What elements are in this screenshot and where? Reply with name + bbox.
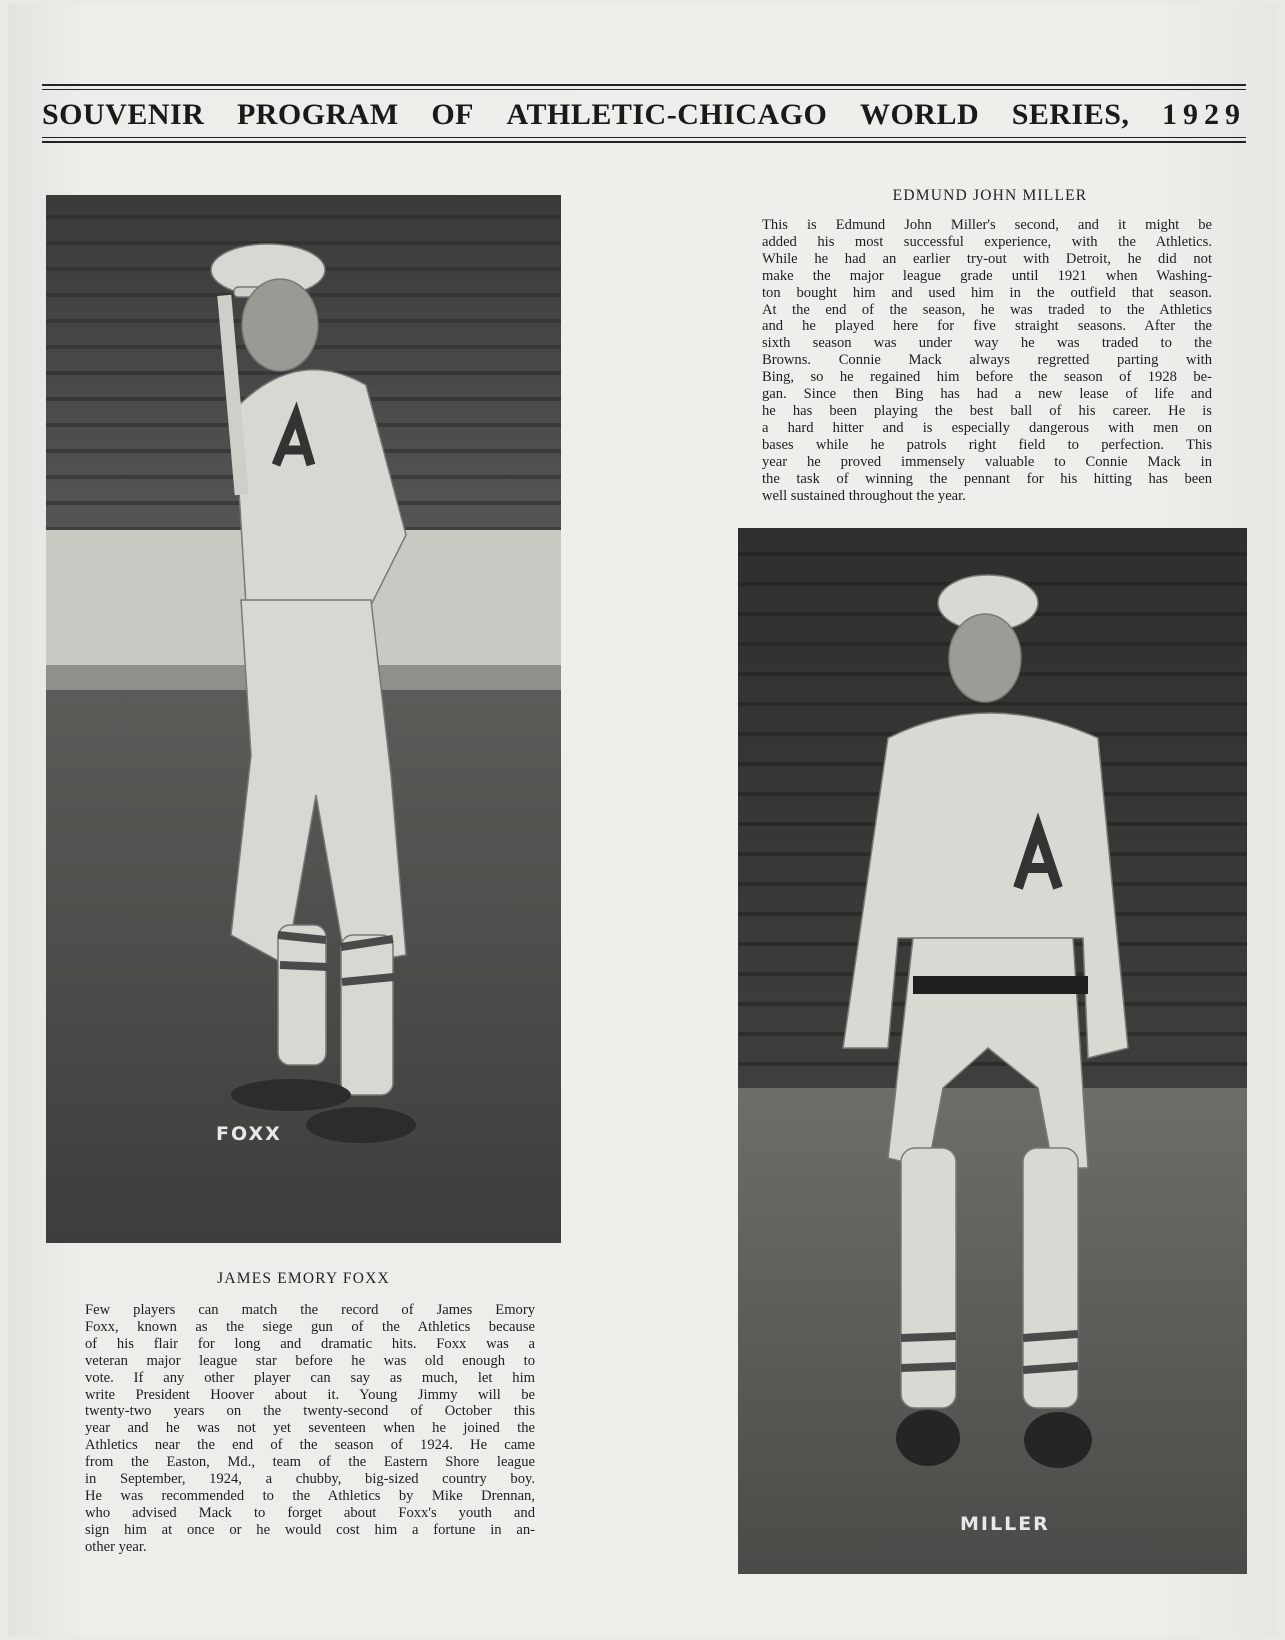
- header-word: SOUVENIR: [42, 98, 205, 131]
- bio-line: He was recommended to the Athletics by Mike Drennan,: [85, 1487, 535, 1504]
- bio-line: the task of winning the pennant for his hitting has been: [762, 470, 1212, 487]
- foxx-photo: [46, 195, 561, 1243]
- header-rule-top-thin: [42, 89, 1246, 90]
- bio-line: other year.: [85, 1538, 147, 1555]
- header-word: SERIES,: [1011, 98, 1130, 131]
- bio-line: and he played here for five straight seasons. After the: [762, 318, 1212, 335]
- bio-line: a hard hitter and is especially dangerous with men on: [762, 419, 1212, 436]
- bio-line: make the major league grade until 1921 when Washing-: [762, 267, 1212, 284]
- bio-line: Few players can match the record of James Emory: [85, 1302, 535, 1318]
- header-word: WORLD: [859, 98, 980, 131]
- bio-line: ton bought him and used him in the outfield that season.: [762, 284, 1212, 301]
- foxx-photo-image: [46, 195, 561, 1243]
- bio-line: vote. If any other player can say as much, let him: [85, 1369, 535, 1386]
- miller-bio: [762, 217, 1212, 504]
- header-word: PROGRAM: [236, 98, 399, 131]
- bio-line: write President Hoover about it. Young Jimmy will be: [85, 1386, 535, 1403]
- bio-line: At the end of the season, he was traded to the Athletics: [762, 301, 1212, 318]
- header-year: 1929: [1161, 98, 1246, 131]
- bio-line: sign him at once or he would cost him a fortune in an-: [85, 1521, 535, 1538]
- header-rule-bottom-thin: [42, 137, 1246, 138]
- miller-photo-label: MILLER: [960, 1513, 1050, 1535]
- bio-line: he has been playing the best ball of his career. He is: [762, 402, 1212, 419]
- bio-line: well sustained throughout the year.: [762, 487, 966, 504]
- bio-line: While he had an earlier try-out with Detroit, he did not: [762, 250, 1212, 267]
- miller-photo-image: [738, 528, 1247, 1574]
- bio-line: sixth season was under way he was traded to the: [762, 335, 1212, 352]
- header-rule-top: [42, 84, 1246, 86]
- foxx-photo-label: FOXX: [216, 1123, 282, 1145]
- bio-line: bases while he patrols right field to perfection. This: [762, 436, 1212, 453]
- bio-line: year and he was not yet seventeen when he joined the: [85, 1420, 535, 1437]
- bio-line: This is Edmund John Miller's second, and it might be: [762, 217, 1212, 233]
- bio-line: from the Easton, Md., team of the Eastern Shore league: [85, 1454, 535, 1471]
- miller-photo: [738, 528, 1247, 1574]
- header-word: ATHLETIC-CHICAGO: [506, 98, 828, 131]
- bio-line: Browns. Connie Mack always regretted parting with: [762, 352, 1212, 369]
- foxx-bio: [85, 1302, 535, 1556]
- bio-line: Athletics near the end of the season of 1924. He came: [85, 1437, 535, 1454]
- bio-line: Bing, so he regained him before the season of 1928 be-: [762, 369, 1212, 386]
- header-word: OF: [431, 98, 474, 131]
- bio-line: of his flair for long and dramatic hits. Foxx was a: [85, 1335, 535, 1352]
- bio-line: year he proved immensely valuable to Connie Mack in: [762, 453, 1212, 470]
- foxx-name: JAMES EMORY FOXX: [217, 1270, 390, 1287]
- bio-line: added his most successful experience, with the Athletics.: [762, 233, 1212, 250]
- bio-line: who advised Mack to forget about Foxx's youth and: [85, 1504, 535, 1521]
- bio-line: Foxx, known as the siege gun of the Athletics because: [85, 1318, 535, 1335]
- miller-name: EDMUND JOHN MILLER: [892, 187, 1088, 204]
- header-rule-bottom: [42, 141, 1246, 143]
- bio-line: gan. Since then Bing has had a new lease of life and: [762, 386, 1212, 403]
- bio-line: twenty-two years on the twenty-second of October this: [85, 1403, 535, 1420]
- page-header: [42, 95, 1246, 135]
- bio-line: veteran major league star before he was old enough to: [85, 1352, 535, 1369]
- bio-line: in September, 1924, a chubby, big-sized country boy.: [85, 1471, 535, 1488]
